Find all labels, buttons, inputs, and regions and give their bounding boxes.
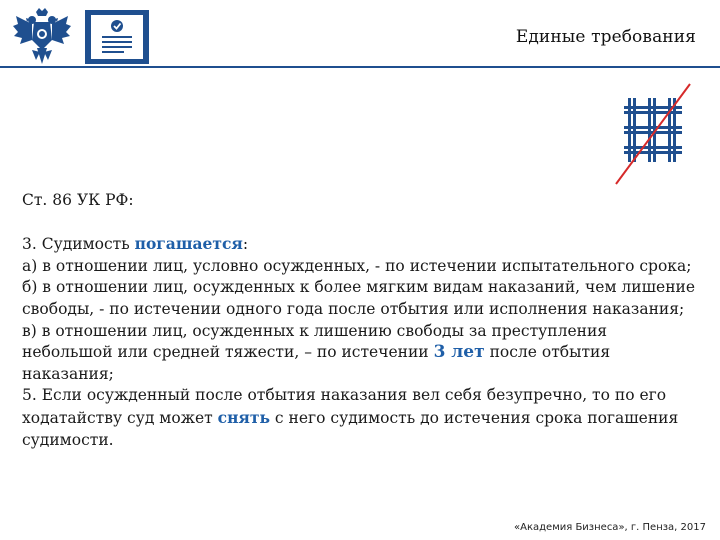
- article-heading: Ст. 86 УК РФ:: [22, 191, 134, 209]
- certificate-icon: [84, 9, 150, 65]
- highlight-3-years: 3 лет: [433, 342, 485, 363]
- item-v: в) в отношении лиц, осужденных к лишению свободы за преступления небольшой или средней тяжести, – по истечении 3 лет после отбытия наказания;: [22, 321, 611, 383]
- item-5: 5. Если осужденный после отбытия наказания вел себя безупречно, то по его ходатайству суд может снять с него судимость до истечения срока погашения судимости.: [22, 386, 679, 449]
- highlight-snyat: снять: [217, 407, 270, 427]
- header-divider: [0, 66, 720, 68]
- item-b: б) в отношении лиц, осужденных к более мягким видам наказаний, чем лишение свободы, - по истечении одного года после отбытия или исполнения наказания;: [22, 278, 696, 318]
- eagle-emblem-icon: [10, 6, 74, 68]
- page-title: Единые требования: [515, 27, 696, 47]
- highlight-pogashaetsya: погашается: [134, 234, 243, 254]
- crossed-out-prison-bars-icon: [610, 82, 696, 186]
- item-a: а) в отношении лиц, условно осужденных, - по истечении испытательного срока;: [22, 256, 692, 275]
- article-text: [22, 190, 698, 451]
- item-3: 3. Судимость погашается:: [22, 234, 249, 254]
- footer-credit: «Академия Бизнеса», г. Пенза, 2017: [514, 522, 706, 533]
